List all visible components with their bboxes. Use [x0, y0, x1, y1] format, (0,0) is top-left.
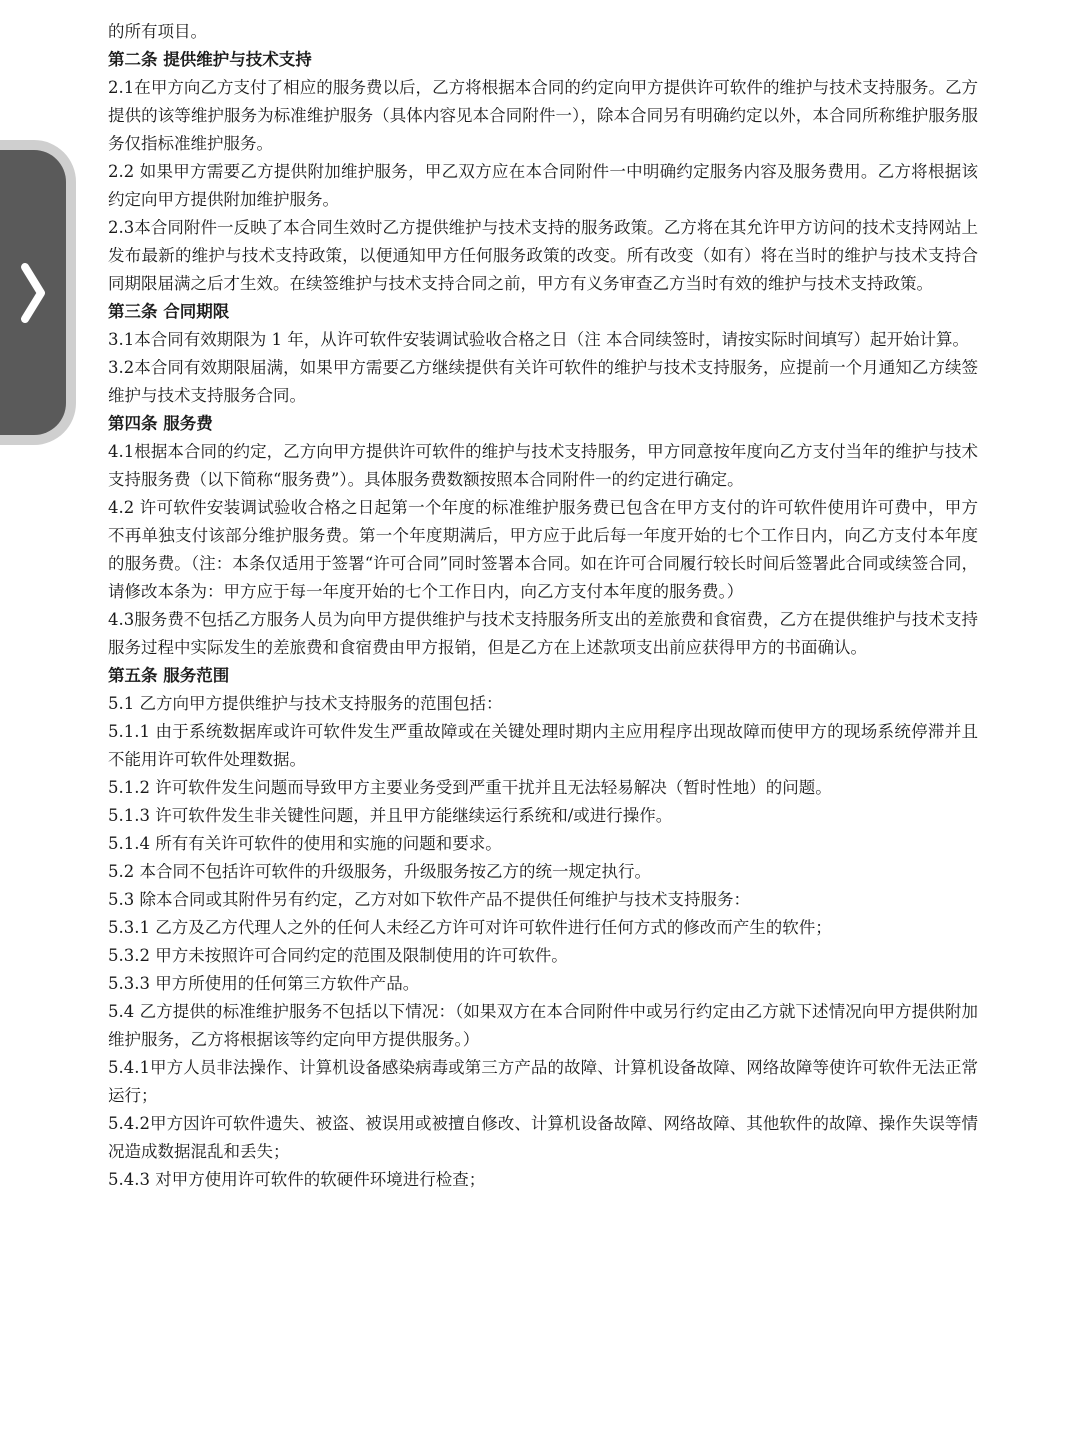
paragraph: 5.3.1 乙方及乙方代理人之外的任何人未经乙方许可对许可软件进行任何方式的修改而产生的软件；	[108, 918, 832, 937]
paragraph: 5.4.1甲方人员非法操作、计算机设备感染病毒或第三方产品的故障、计算机设备故障、网络故障等使许可软件无法正常运行；	[108, 1058, 978, 1105]
paragraph: 3.2本合同有效期限届满，如果甲方需要乙方继续提供有关许可软件的维护与技术支持服务，应提前一个月通知乙方续签维护与技术支持服务合同。	[108, 358, 978, 405]
chevron-right-icon	[18, 261, 48, 325]
document-page	[108, 18, 978, 1194]
section-heading: 第五条 服务范围	[108, 666, 230, 685]
paragraph: 5.4 乙方提供的标准维护服务不包括以下情况：（如果双方在本合同附件中或另行约定由乙方就下述情况向甲方提供附加维护服务，乙方将根据该等约定向甲方提供服务。）	[108, 1002, 978, 1049]
paragraph: 5.1.4 所有有关许可软件的使用和实施的问题和要求。	[108, 834, 502, 853]
paragraph: 4.3服务费不包括乙方服务人员为向甲方提供维护与技术支持服务所支出的差旅费和食宿费，乙方在提供维护与技术支持服务过程中实际发生的差旅费和食宿费由甲方报销，但是乙方在上述款项支出前应获得甲方的书面确认。	[108, 610, 978, 657]
paragraph: 4.2 许可软件安装调试验收合格之日起第一个年度的标准维护服务费已包含在甲方支付的许可软件使用许可费中，甲方不再单独支付该部分维护服务费。第一个年度期满后，甲方应于此后每一年度开始的七个工作日内，向乙方支付本年度的服务费。（注：本条仅适用于签署“许可合同”同时签署本合同。如在许可合同履行较长时间后签署此合同或续签合同，请修改本条为：甲方应于每一年度开始的七个工作日内，向乙方支付本年度的服务费。）	[108, 498, 978, 601]
paragraph: 5.1.1 由于系统数据库或许可软件发生严重故障或在关键处理时期内主应用程序出现故障而使甲方的现场系统停滞并且不能用许可软件处理数据。	[108, 722, 978, 769]
section-heading: 第三条 合同期限	[108, 302, 230, 321]
section-heading: 第四条 服务费	[108, 414, 213, 433]
paragraph: 2.3本合同附件一反映了本合同生效时乙方提供维护与技术支持的服务政策。乙方将在其允许甲方访问的技术支持网站上发布最新的维护与技术支持政策，以便通知甲方任何服务政策的改变。所有改变（如有）将在当时的维护与技术支持合同期限届满之后才生效。在续签维护与技术支持合同之前，甲方有义务审查乙方当时有效的维护与技术支持政策。	[108, 218, 978, 293]
paragraph: 5.1.3 许可软件发生非关键性问题，并且甲方能继续运行系统和/或进行操作。	[108, 806, 673, 825]
paragraph: 5.4.3 对甲方使用许可软件的软硬件环境进行检查；	[108, 1170, 486, 1189]
paragraph: 3.1本合同有效期限为 1 年，从许可软件安装调试验收合格之日（注 本合同续签时，请按实际时间填写）起开始计算。	[108, 330, 969, 349]
text-line: 的所有项目。	[108, 22, 207, 41]
paragraph: 5.1.2 许可软件发生问题而导致甲方主要业务受到严重干扰并且无法轻易解决（暂时性地）的问题。	[108, 778, 832, 797]
paragraph: 5.3.3 甲方所使用的任何第三方软件产品。	[108, 974, 420, 993]
paragraph: 2.2 如果甲方需要乙方提供附加维护服务，甲乙双方应在本合同附件一中明确约定服务内容及服务费用。乙方将根据该约定向甲方提供附加维护服务。	[108, 162, 978, 209]
paragraph: 5.2 本合同不包括许可软件的升级服务，升级服务按乙方的统一规定执行。	[108, 862, 651, 881]
paragraph: 2.1在甲方向乙方支付了相应的服务费以后，乙方将根据本合同的约定向甲方提供许可软件的维护与技术支持服务。乙方提供的该等维护服务为标准维护服务（具体内容见本合同附件一），除本合同另有明确约定以外，本合同所称维护服务服务仅指标准维护服务。	[108, 78, 978, 153]
section-heading: 第二条 提供维护与技术支持	[108, 50, 312, 69]
prev-page-tab[interactable]	[0, 150, 66, 435]
paragraph: 5.1 乙方向甲方提供维护与技术支持服务的范围包括：	[108, 694, 503, 713]
paragraph: 4.1根据本合同的约定，乙方向甲方提供许可软件的维护与技术支持服务，甲方同意按年度向乙方支付当年的维护与技术支持服务费（以下简称“服务费”）。具体服务费数额按照本合同附件一的约定进行确定。	[108, 442, 978, 489]
paragraph: 5.4.2甲方因许可软件遗失、被盗、被误用或被擅自修改、计算机设备故障、网络故障、其他软件的故障、操作失误等情况造成数据混乱和丢失；	[108, 1114, 978, 1161]
paragraph: 5.3.2 甲方未按照许可合同约定的范围及限制使用的许可软件。	[108, 946, 568, 965]
paragraph: 5.3 除本合同或其附件另有约定，乙方对如下软件产品不提供任何维护与技术支持服务：	[108, 890, 750, 909]
